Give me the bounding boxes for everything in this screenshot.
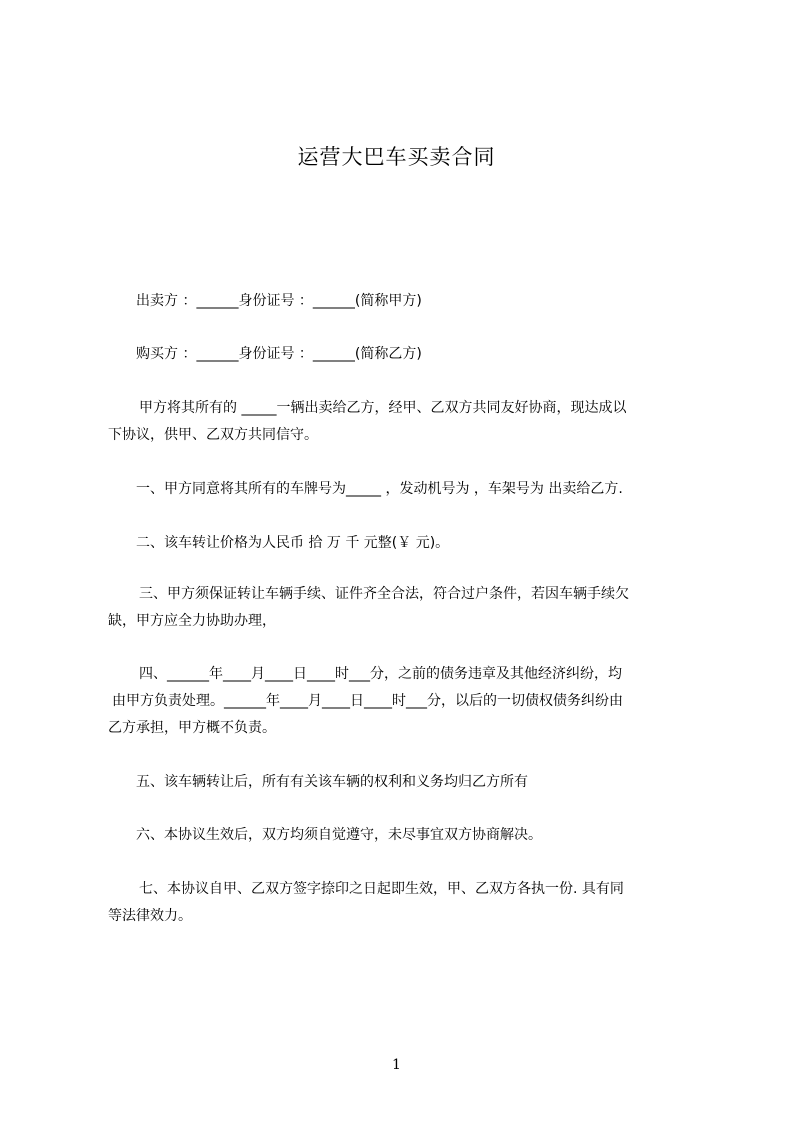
seller-line: 出卖方 ：______身份证号 ：______(简称甲方): [136, 293, 422, 309]
clause-4-line-3: 乙方承担，甲方概不负责。: [108, 720, 276, 736]
buyer-line: 购买方 ：______身份证号 ：______(简称乙方): [136, 346, 422, 362]
clause-1: 一、甲方同意将其所有的车牌号为_____ ，发动机号为 ，车架号为 出卖给乙方.: [136, 481, 623, 497]
clause-3-line-2: 缺，甲方应全力协助办理，: [108, 613, 276, 629]
clause-2: 二、该车转让价格为人民币 拾 万 千 元整(￥ 元)。: [136, 535, 450, 551]
clause-7-line-1: 七、本协议自甲、乙双方签字捺印之日起即生效，甲、乙双方各执一份. 具有同: [139, 881, 624, 897]
clause-3-line-1: 三、甲方须保证转让车辆手续、证件齐全合法，符合过户条件，若因车辆手续欠: [139, 586, 629, 602]
clause-7-line-2: 等法律效力。: [108, 908, 192, 924]
document-title: 运营大巴车买卖合同: [297, 145, 496, 169]
clause-5: 五、该车辆转让后，所有有关该车辆的权利和义务均归乙方所有: [136, 774, 528, 790]
intro-line-1: 甲方将其所有的 _____一辆出卖给乙方，经甲、乙双方共同友好协商，现达成以: [139, 400, 627, 416]
clause-4-line-1: 四、______年____月____日____时___分，之前的债务违章及其他经济纠纷，均: [139, 666, 622, 682]
clause-6: 六、本协议生效后，双方均须自觉遵守，未尽事宜双方协商解决。: [136, 827, 542, 843]
page-number: 1: [392, 1057, 401, 1073]
intro-line-2: 下协议，供甲、乙双方共同信守。: [108, 427, 318, 443]
clause-4-line-2: 由甲方负责处理。______年____月____日____时___分，以后的一切债权债务纠纷由: [112, 693, 623, 709]
